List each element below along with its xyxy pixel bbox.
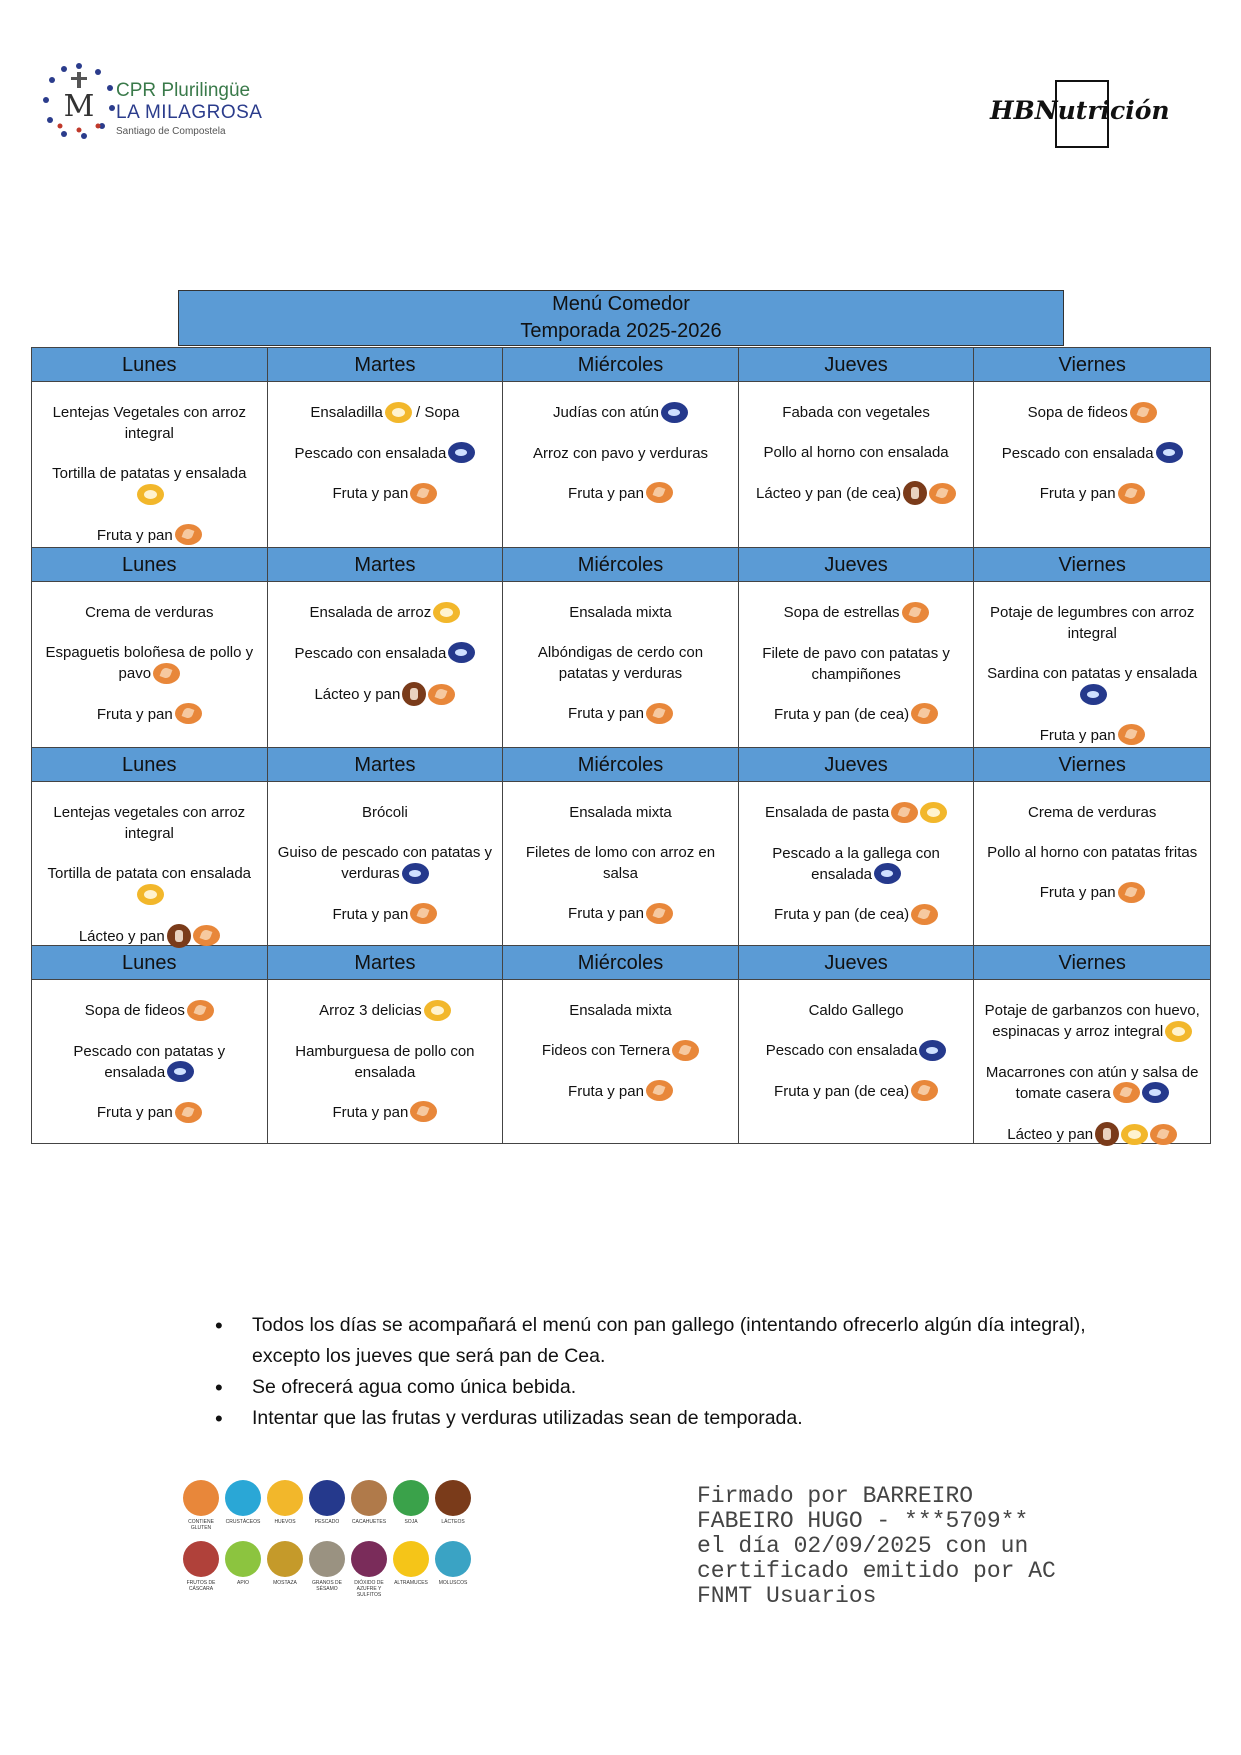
school-name-line1: CPR Plurilingüe <box>116 80 251 101</box>
dish-name: Lácteo y pan (de cea) <box>756 484 902 502</box>
day-menu-cell <box>739 582 975 748</box>
dish-name: Crema de verduras <box>85 604 214 621</box>
day-menu-cell <box>974 782 1210 946</box>
egg-allergen-icon <box>920 802 947 823</box>
note-item: • Se ofrecerá agua como única bebida. <box>215 1372 1095 1403</box>
dish-item <box>749 482 964 506</box>
dish-item <box>513 703 728 725</box>
dish-item <box>984 882 1200 904</box>
dish-name: Crema de verduras <box>1028 804 1157 821</box>
dish-name: Fruta y pan <box>96 1104 173 1122</box>
gluten-allergen-icon <box>1118 483 1145 504</box>
dish-name: Fruta y pan <box>1039 884 1116 901</box>
day-header: Viernes <box>974 348 1210 382</box>
legend-item <box>306 1541 348 1598</box>
dish-name: Filete de pavo con patatas y champiñones <box>762 644 950 683</box>
dish-name: Fruta y pan (de cea) <box>774 906 910 924</box>
legend-row <box>180 1541 480 1598</box>
gluten-allergen-icon <box>175 524 202 545</box>
gluten-allergen-icon <box>410 903 437 924</box>
dish-item <box>42 863 257 906</box>
fish-allergen-icon <box>661 402 688 423</box>
day-menu-cell <box>739 782 975 946</box>
legend-item <box>264 1541 306 1598</box>
dish-name: Brócoli <box>361 804 408 821</box>
dish-item <box>749 1040 964 1062</box>
dish-item <box>513 842 728 884</box>
egg-allergen-icon <box>1165 1021 1192 1042</box>
dairy-allergen-icon <box>903 481 927 505</box>
day-header: Jueves <box>739 946 975 980</box>
day-header: Jueves <box>739 348 975 382</box>
week-menu-row <box>32 582 1210 748</box>
dish-item <box>984 443 1200 465</box>
dish-item <box>42 1041 257 1084</box>
dairy-allergen-icon <box>1095 1122 1119 1146</box>
dish-item <box>42 925 257 949</box>
peanut-icon <box>351 1480 387 1516</box>
legend-label: CONTIENE GLUTEN <box>188 1519 214 1531</box>
dish-name: Sopa de estrellas <box>783 604 900 621</box>
legend-label: ALTRAMUCES <box>394 1580 428 1586</box>
dish-name: Pescado con patatas y ensalada <box>73 1042 226 1081</box>
week-menu-row <box>32 382 1210 548</box>
allergen-legend <box>180 1480 480 1608</box>
legend-item <box>222 1480 264 1531</box>
dish-item <box>42 602 257 623</box>
dish-name: Fruta y pan (de cea) <box>774 1082 910 1100</box>
legend-label: MOSTAZA <box>273 1580 297 1586</box>
dish-item <box>984 663 1200 706</box>
dish-name: Fruta y pan <box>1039 485 1116 503</box>
dish-name: Potaje de garbanzos con huevo, espinacas y arroz integral <box>984 1002 1200 1040</box>
gluten-allergen-icon <box>911 1080 938 1101</box>
dish-item <box>42 704 257 726</box>
dish-name: Ensalada de arroz <box>309 604 432 621</box>
day-menu-cell <box>268 980 504 1143</box>
fish-allergen-icon <box>874 863 901 884</box>
fish-allergen-icon <box>167 1061 194 1082</box>
dish-name: Fruta y pan <box>568 905 644 922</box>
day-header: Lunes <box>32 748 268 782</box>
dish-name: Fruta y pan <box>96 705 173 723</box>
dairy-allergen-icon <box>402 682 426 706</box>
day-menu-cell <box>32 382 268 548</box>
dish-name: Fruta y pan <box>96 526 173 544</box>
dish-item <box>513 642 728 684</box>
dish-item <box>42 1000 257 1022</box>
gluten-allergen-icon <box>672 1040 699 1061</box>
day-header: Miércoles <box>503 548 739 582</box>
dish-name: Fruta y pan <box>332 905 409 923</box>
gluten-allergen-icon <box>646 703 673 724</box>
dish-item <box>984 802 1200 823</box>
gluten-allergen-icon <box>1150 1124 1177 1145</box>
gluten-allergen-icon <box>187 1000 214 1021</box>
dish-item <box>984 602 1200 644</box>
dish-name: Fabada con vegetales <box>782 404 930 421</box>
gluten-allergen-icon <box>902 602 929 623</box>
week-menu-row <box>32 782 1210 946</box>
legend-label: DIÓXIDO DE AZUFRE Y SULFITOS <box>354 1580 384 1598</box>
dish-item <box>278 683 493 707</box>
fish-allergen-icon <box>1080 684 1107 705</box>
egg-allergen-icon <box>433 602 460 623</box>
dish-name: Lentejas vegetales con arroz integral <box>53 804 246 842</box>
dish-name: Sopa de fideos <box>84 1002 185 1019</box>
dish-name: Caldo Gallego <box>808 1002 904 1019</box>
dish-item <box>513 602 728 623</box>
legend-row <box>180 1480 480 1531</box>
fish-allergen-icon <box>1142 1082 1169 1103</box>
gluten-allergen-icon <box>1113 1082 1140 1103</box>
dish-item <box>42 402 257 444</box>
gluten-allergen-icon <box>1118 882 1145 903</box>
mustard-icon <box>267 1541 303 1577</box>
crustacean-icon <box>225 1480 261 1516</box>
digital-signature: Firmado por BARREIRO FABEIRO HUGO - ***5709** el día 02/09/2025 con un certificado emitido por AC FNMT Usuarios <box>697 1483 1056 1609</box>
dairy-icon <box>435 1480 471 1516</box>
legend-label: APIO <box>237 1580 249 1586</box>
dish-name: Sardina con patatas y ensalada <box>987 665 1198 682</box>
menu-grid <box>31 347 1211 1144</box>
emblem-letter: M <box>63 89 95 124</box>
gluten-allergen-icon <box>1118 724 1145 745</box>
dish-item <box>278 483 493 505</box>
dish-name: Pescado a la gallega con ensalada <box>772 844 940 883</box>
day-header: Martes <box>268 548 504 582</box>
legend-label: SOJA <box>404 1519 418 1525</box>
gluten-allergen-icon <box>410 1101 437 1122</box>
sesame-icon <box>309 1541 345 1577</box>
egg-allergen-icon <box>1121 1124 1148 1145</box>
dish-item <box>984 402 1200 424</box>
legend-item <box>348 1480 390 1531</box>
dish-item <box>984 1000 1200 1043</box>
day-header: Martes <box>268 946 504 980</box>
day-menu-cell <box>739 382 975 548</box>
dish-item <box>749 802 964 824</box>
fish-allergen-icon <box>919 1040 946 1061</box>
school-name-line2: LA MILAGROSA <box>116 102 263 123</box>
note-item: • Intentar que las frutas y verduras utilizadas sean de temporada. <box>215 1403 1095 1434</box>
dish-suffix: / Sopa <box>411 404 460 421</box>
nut-icon <box>183 1541 219 1577</box>
dish-item <box>42 642 257 685</box>
dish-name: Lácteo y pan <box>314 686 401 704</box>
dish-item <box>278 904 493 926</box>
dish-name: Ensalada mixta <box>569 1002 672 1019</box>
day-header: Viernes <box>974 548 1210 582</box>
dish-name: Pollo al horno con patatas fritas <box>987 844 1198 861</box>
fish-allergen-icon <box>1156 442 1183 463</box>
fish-icon <box>309 1480 345 1516</box>
dish-name: Filetes de lomo con arroz en salsa <box>525 844 716 882</box>
gluten-allergen-icon <box>193 925 220 946</box>
sulphite-icon <box>351 1541 387 1577</box>
gluten-allergen-icon <box>175 1102 202 1123</box>
legend-label: GRANOS DE SÉSAMO <box>311 1580 342 1592</box>
day-menu-cell <box>268 382 504 548</box>
dish-name: Fruta y pan <box>568 484 644 502</box>
dish-name: Sopa de fideos <box>1027 404 1128 421</box>
legend-item <box>180 1541 222 1598</box>
dish-item <box>278 1041 493 1083</box>
legend-label: CRUSTÁCEOS <box>225 1519 261 1525</box>
day-menu-cell <box>32 980 268 1143</box>
legend-label: PESCADO <box>314 1519 340 1525</box>
gluten-allergen-icon <box>175 703 202 724</box>
week-header-row <box>32 946 1210 980</box>
day-menu-cell <box>974 980 1210 1143</box>
day-menu-cell <box>503 782 739 946</box>
day-header: Martes <box>268 748 504 782</box>
dish-name: Espaguetis boloñesa de pollo y pavo <box>45 644 254 682</box>
celery-icon <box>225 1541 261 1577</box>
day-menu-cell <box>268 582 504 748</box>
gluten-allergen-icon <box>646 903 673 924</box>
dish-name: Albóndigas de cerdo con patatas y verduras <box>537 644 704 682</box>
day-menu-cell <box>739 980 975 1143</box>
lupin-icon <box>393 1541 429 1577</box>
dish-item <box>42 802 257 844</box>
day-header: Viernes <box>974 946 1210 980</box>
egg-allergen-icon <box>385 402 412 423</box>
brand-logo <box>990 78 1190 148</box>
gluten-allergen-icon <box>646 1080 673 1101</box>
dish-item <box>513 1000 728 1021</box>
notes-list <box>215 1310 1095 1434</box>
dish-name: Fruta y pan <box>568 705 644 722</box>
dish-item <box>278 1000 493 1022</box>
legend-item <box>264 1480 306 1531</box>
dish-name: Tortilla de patata con ensalada <box>47 865 252 882</box>
dish-item <box>749 1081 964 1103</box>
day-header: Lunes <box>32 946 268 980</box>
dish-item <box>749 402 964 423</box>
legend-item <box>222 1541 264 1598</box>
dish-item <box>278 802 493 823</box>
legend-label: CACAHUETES <box>351 1519 387 1525</box>
dish-name: Arroz con pavo y verduras <box>532 444 709 462</box>
dish-item <box>42 525 257 547</box>
dish-item <box>278 643 493 665</box>
day-menu-cell <box>503 582 739 748</box>
menu-title: Menú Comedor <box>552 293 690 315</box>
dish-item <box>278 443 493 465</box>
dish-item <box>513 483 728 505</box>
dish-name: Pescado con ensalada <box>294 444 447 462</box>
day-header: Jueves <box>739 548 975 582</box>
dish-name: Pollo al horno con ensalada <box>763 444 949 461</box>
day-header: Lunes <box>32 348 268 382</box>
legend-label: FRUTOS DE CÁSCARA <box>186 1580 216 1592</box>
dish-item <box>278 842 493 885</box>
dish-name: Guiso de pescado con patatas y verduras <box>277 844 493 882</box>
gluten-allergen-icon <box>929 483 956 504</box>
dish-name: Judías con atún <box>553 404 659 421</box>
dish-name: Potaje de legumbres con arroz integral <box>990 604 1195 642</box>
week-menu-row <box>32 980 1210 1143</box>
day-header: Miércoles <box>503 748 739 782</box>
legend-item <box>390 1480 432 1531</box>
fish-allergen-icon <box>448 642 475 663</box>
dish-name: Pescado con ensalada <box>294 644 447 662</box>
dish-name: Lentejas Vegetales con arroz integral <box>52 404 247 442</box>
gluten-allergen-icon <box>153 663 180 684</box>
dish-name: Fruta y pan <box>332 485 409 503</box>
legend-label: HUEVOS <box>274 1519 296 1525</box>
legend-item <box>432 1541 474 1598</box>
dish-item <box>749 602 964 624</box>
day-header: Viernes <box>974 748 1210 782</box>
menu-season: Temporada 2025-2026 <box>520 320 722 342</box>
dish-name: Lácteo y pan <box>78 927 165 945</box>
soy-icon <box>393 1480 429 1516</box>
gluten-allergen-icon <box>428 684 455 705</box>
dish-item <box>984 842 1200 863</box>
legend-item <box>348 1541 390 1598</box>
dish-name: Ensalada mixta <box>569 804 672 821</box>
week-header-row <box>32 548 1210 582</box>
dish-name: Ensalada de pasta <box>764 804 890 821</box>
dish-name: Fideos con Ternera <box>541 1042 671 1059</box>
day-header: Jueves <box>739 748 975 782</box>
dish-name: Pescado con ensalada <box>765 1042 918 1059</box>
legend-item <box>432 1480 474 1531</box>
dish-item <box>513 1081 728 1103</box>
day-menu-cell <box>268 782 504 946</box>
dish-name: Ensaladilla <box>310 404 383 421</box>
school-emblem-icon <box>38 60 120 142</box>
dish-item <box>278 1102 493 1124</box>
dish-item <box>42 1102 257 1124</box>
gluten-allergen-icon <box>646 482 673 503</box>
day-header: Miércoles <box>503 946 739 980</box>
egg-allergen-icon <box>137 484 164 505</box>
day-menu-cell <box>974 582 1210 748</box>
dish-item <box>749 643 964 685</box>
day-menu-cell <box>974 382 1210 548</box>
dish-name: Arroz 3 delicias <box>319 1002 422 1019</box>
dish-item <box>513 402 728 424</box>
gluten-allergen-icon <box>911 703 938 724</box>
dish-item <box>278 402 493 424</box>
dish-name: Fruta y pan <box>1039 726 1116 744</box>
fish-allergen-icon <box>448 442 475 463</box>
legend-item <box>180 1480 222 1531</box>
dish-name: Macarrones con atún y salsa de tomate casera <box>985 1063 1199 1102</box>
egg-allergen-icon <box>137 884 164 905</box>
legend-label: MOLUSCOS <box>438 1580 468 1586</box>
day-header: Miércoles <box>503 348 739 382</box>
day-menu-cell <box>32 582 268 748</box>
school-name-line3: Santiago de Compostela <box>116 126 226 137</box>
dish-item <box>749 1000 964 1021</box>
dish-item <box>513 802 728 823</box>
dish-item <box>42 463 257 506</box>
dish-item <box>513 903 728 925</box>
school-logo <box>38 58 263 148</box>
dish-name: Fruta y pan <box>568 1082 644 1100</box>
gluten-icon <box>183 1480 219 1516</box>
dish-item <box>749 442 964 463</box>
dish-item <box>749 904 964 926</box>
day-menu-cell <box>503 980 739 1143</box>
dish-item <box>984 483 1200 505</box>
dish-name: Lácteo y pan <box>1007 1126 1094 1144</box>
egg-icon <box>267 1480 303 1516</box>
gluten-allergen-icon <box>891 802 918 823</box>
day-header: Lunes <box>32 548 268 582</box>
legend-item <box>390 1541 432 1598</box>
dish-item <box>513 443 728 464</box>
dish-item <box>749 843 964 886</box>
dish-name: Hamburguesa de pollo con ensalada <box>295 1042 475 1081</box>
dish-item <box>984 1123 1200 1147</box>
note-item: • Todos los días se acompañará el menú con pan gallego (intentando ofrecerlo algún día integral), excepto los jueves que será pan de Cea. <box>215 1310 1095 1372</box>
legend-label: LÁCTEOS <box>441 1519 465 1525</box>
dish-item <box>984 1062 1200 1105</box>
day-header: Martes <box>268 348 504 382</box>
mollusc-icon <box>435 1541 471 1577</box>
dish-name: Tortilla de patatas y ensalada <box>52 465 247 482</box>
dish-name: Ensalada mixta <box>569 604 672 621</box>
gluten-allergen-icon <box>911 904 938 925</box>
egg-allergen-icon <box>424 1000 451 1021</box>
dairy-allergen-icon <box>167 924 191 948</box>
dish-item <box>278 602 493 624</box>
dish-item <box>513 1040 728 1062</box>
brand-name: HBNutrición <box>990 96 1170 125</box>
dish-name: Pescado con ensalada <box>1001 444 1154 462</box>
gluten-allergen-icon <box>410 483 437 504</box>
day-menu-cell <box>32 782 268 946</box>
menu-title-box <box>178 290 1064 346</box>
week-header-row <box>32 348 1210 382</box>
day-menu-cell <box>503 382 739 548</box>
dish-item <box>984 725 1200 747</box>
dish-item <box>749 704 964 726</box>
legend-item <box>306 1480 348 1531</box>
fish-allergen-icon <box>402 863 429 884</box>
gluten-allergen-icon <box>1130 402 1157 423</box>
week-header-row <box>32 748 1210 782</box>
dish-name: Fruta y pan (de cea) <box>774 705 910 723</box>
dish-name: Fruta y pan <box>332 1103 409 1121</box>
